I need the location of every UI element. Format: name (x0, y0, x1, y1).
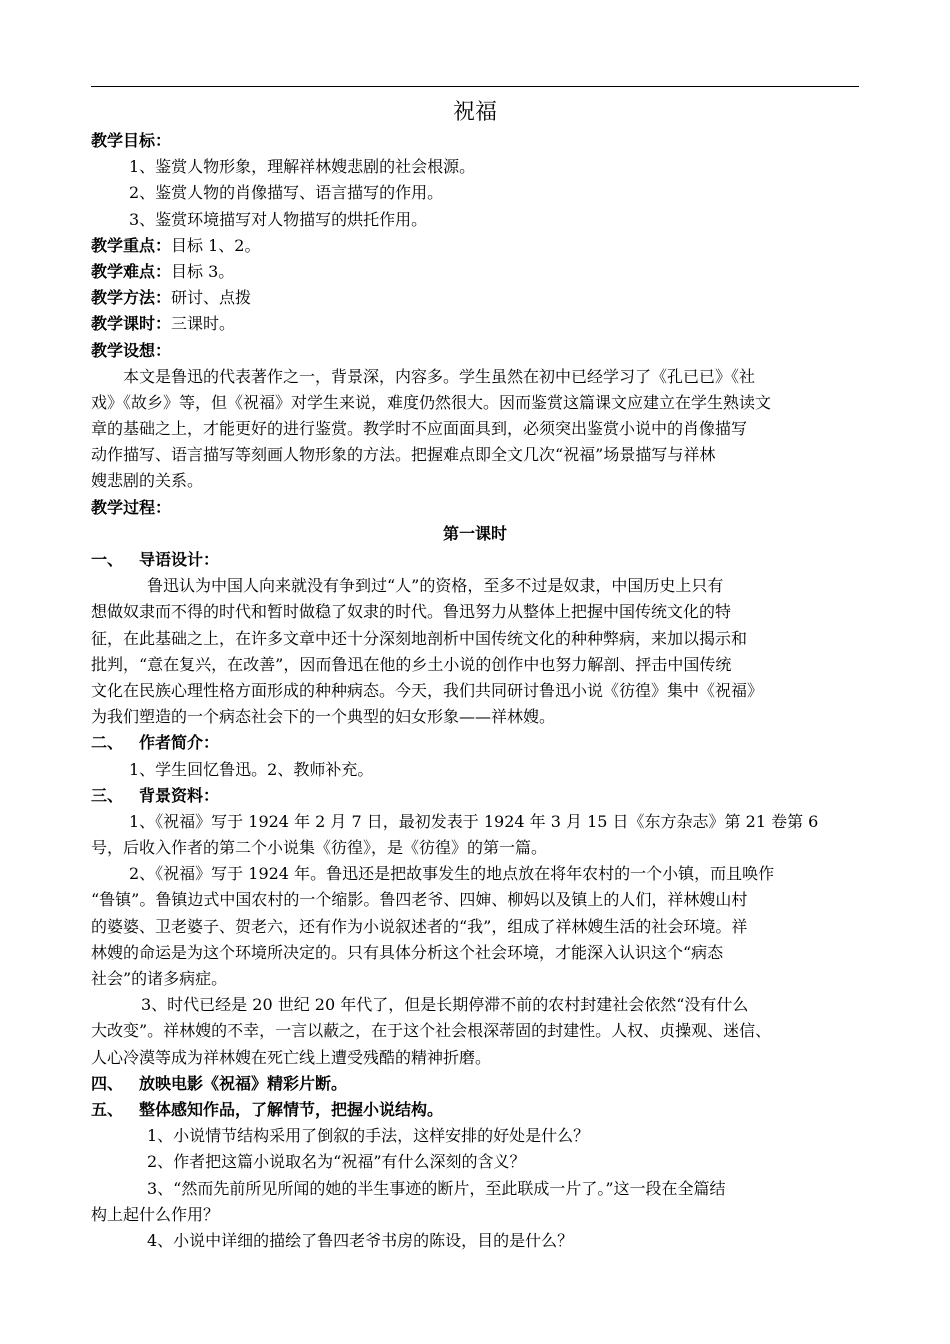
hours-value: 三课时。 (171, 314, 236, 334)
concept-line: 本文是鲁迅的代表著作之一，背景深，内容多。学生虽然在初中已经学习了《孔已已》《社 (123, 366, 756, 386)
section-line: 想做奴隶而不得的时代和暂时做稳了奴隶的时代。鲁迅努力从整体上把握中国传统文化的特 (91, 602, 732, 622)
concept-label: 教学设想： (91, 340, 172, 360)
section-heading (91, 730, 859, 756)
objective-item: 3、鉴赏环境描写对人物描写的烘托作用。 (129, 209, 428, 229)
section-line: 1、学生回忆鲁迅。2、教师补充。 (129, 759, 374, 779)
section-line: 林嫂的命运是为这个环境所决定的。只有具体分析这个社会环境，才能深入认识这个“病态 (91, 942, 724, 962)
section-line: 社会”的诸多病症。 (91, 969, 228, 988)
section-number: 三、 (91, 785, 124, 805)
method (91, 285, 859, 311)
question-item: 2、作者把这篇小说取名为“祝福”有什么深刻的含义？ (147, 1152, 526, 1172)
objective-item: 2、鉴赏人物的肖像描写、语言描写的作用。 (129, 183, 444, 203)
section-line: 为我们塑造的一个病态社会下的一个典型的妇女形象——祥林嫂。 (91, 707, 556, 727)
concept-line: 嫂悲剧的关系。 (91, 471, 204, 491)
section-line: 号，后收入作者的第二个小说集《彷徨》，是《彷徨》的第一篇。 (91, 838, 548, 858)
section-line: 批判，“意在复兴，在改善”，因而鲁迅在他的乡土小说的创作中也努力解剖、抨击中国传统 (91, 654, 732, 674)
section-line: 鲁迅认为中国人向来就没有争到过“人”的资格，至多不过是奴隶，中国历史上只有 (147, 576, 724, 596)
section-heading (91, 547, 859, 573)
section-line: 人心冷漠等成为祥林嫂在死亡线上遭受残酷的精神折磨。 (91, 1047, 492, 1067)
key-points-label: 教学重点： (91, 235, 172, 255)
section-title: 作者简介： (139, 733, 220, 753)
section-heading (91, 783, 859, 809)
section-heading (91, 1071, 859, 1097)
objective-item: 1、鉴赏人物形象，理解祥林嫂悲剧的社会根源。 (129, 157, 476, 177)
section-heading (91, 1097, 859, 1123)
section-title: 整体感知作品，了解情节，把握小说结构。 (139, 1099, 444, 1119)
question-item: 3、“然而先前所见所闻的她的半生事迹的断片，至此联成一片了。”这一段在全篇结 (147, 1178, 726, 1198)
document-body (91, 128, 859, 1254)
question-item: 4、小说中详细的描绘了鲁四老爷书房的陈设，目的是什么？ (147, 1230, 574, 1250)
header-rule (91, 86, 859, 87)
difficulty-label: 教学难点： (91, 261, 172, 281)
lesson-heading: 第一课时 (442, 523, 507, 543)
section-line: 的婆婆、卫老婆子、贺老六，还有作为小说叙述者的“我”，组成了祥林嫂生活的社会环境。祥 (91, 916, 748, 936)
objectives-label: 教学目标： (91, 131, 172, 150)
difficulty (91, 259, 859, 285)
section-number: 五、 (91, 1099, 124, 1119)
question-item: 1、小说情节结构采用了倒叙的手法，这样安排的好处是什么？ (147, 1126, 590, 1146)
section-line: 1、《祝福》写于 1924 年 2 月 7 日，最初发表于 1924 年 3 月 15 日《东方杂志》第 21 卷第 6 (129, 811, 819, 831)
section-number: 四、 (91, 1073, 124, 1093)
concept-line: 动作描写、语言描写等刻画人物形象的方法。把握难点即全文几次“祝福”场景描写与祥林 (91, 445, 716, 465)
difficulty-value: 目标 3。 (171, 261, 235, 281)
key-points (91, 233, 859, 259)
section-line: 征，在此基础之上，在许多文章中还十分深刻地剖析中国传统文化的种种弊病，来加以揭示和 (91, 628, 748, 648)
section-title: 导语设计： (139, 550, 220, 569)
section-title: 放映电影《祝福》精彩片断。 (139, 1073, 348, 1093)
document-title: 祝福 (452, 100, 497, 125)
section-number: 二、 (91, 733, 124, 753)
section-line: 3、时代已经是 20 世纪 20 年代了，但是长期停滞不前的农村封建社会依然“没有什么 (141, 995, 749, 1015)
concept-line: 章的基础之上，才能更好的进行鉴赏。教学时不应面面具到，必须突出鉴赏小说中的肖像描写 (91, 419, 748, 439)
concept-line: 戏》《故乡》等，但《祝福》对学生来说，难度仍然很大。因而鉴赏这篇课文应建立在学生熟读文 (91, 392, 772, 412)
method-label: 教学方法： (91, 288, 172, 308)
key-points-value: 目标 1、2。 (171, 235, 261, 255)
process-label: 教学过程： (91, 497, 172, 517)
section-line: “鲁镇”。鲁镇边式中国农村的一个缩影。鲁四老爷、四婶、柳妈以及镇上的人们，祥林嫂山村 (91, 890, 748, 910)
section-line: 文化在民族心理性格方面形成的种种病态。今天，我们共同研讨鲁迅小说《彷徨》集中《祝福》 (91, 680, 764, 700)
hours-label: 教学课时： (91, 314, 172, 334)
section-title: 背景资料： (139, 785, 220, 805)
section-number: 一、 (91, 550, 124, 569)
section-line: 2、《祝福》写于 1924 年。鲁迅还是把故事发生的地点放在将年农村的一个小镇，而且唤作 (129, 864, 775, 884)
question-item: 构上起什么作用？ (91, 1204, 220, 1224)
section-line: 大改变”。祥林嫂的不幸，一言以蔽之，在于这个社会根深蒂固的封建性。人权、贞操观、迷信、 (91, 1021, 772, 1041)
method-value: 研讨、点拨 (171, 288, 252, 308)
hours (91, 311, 859, 337)
